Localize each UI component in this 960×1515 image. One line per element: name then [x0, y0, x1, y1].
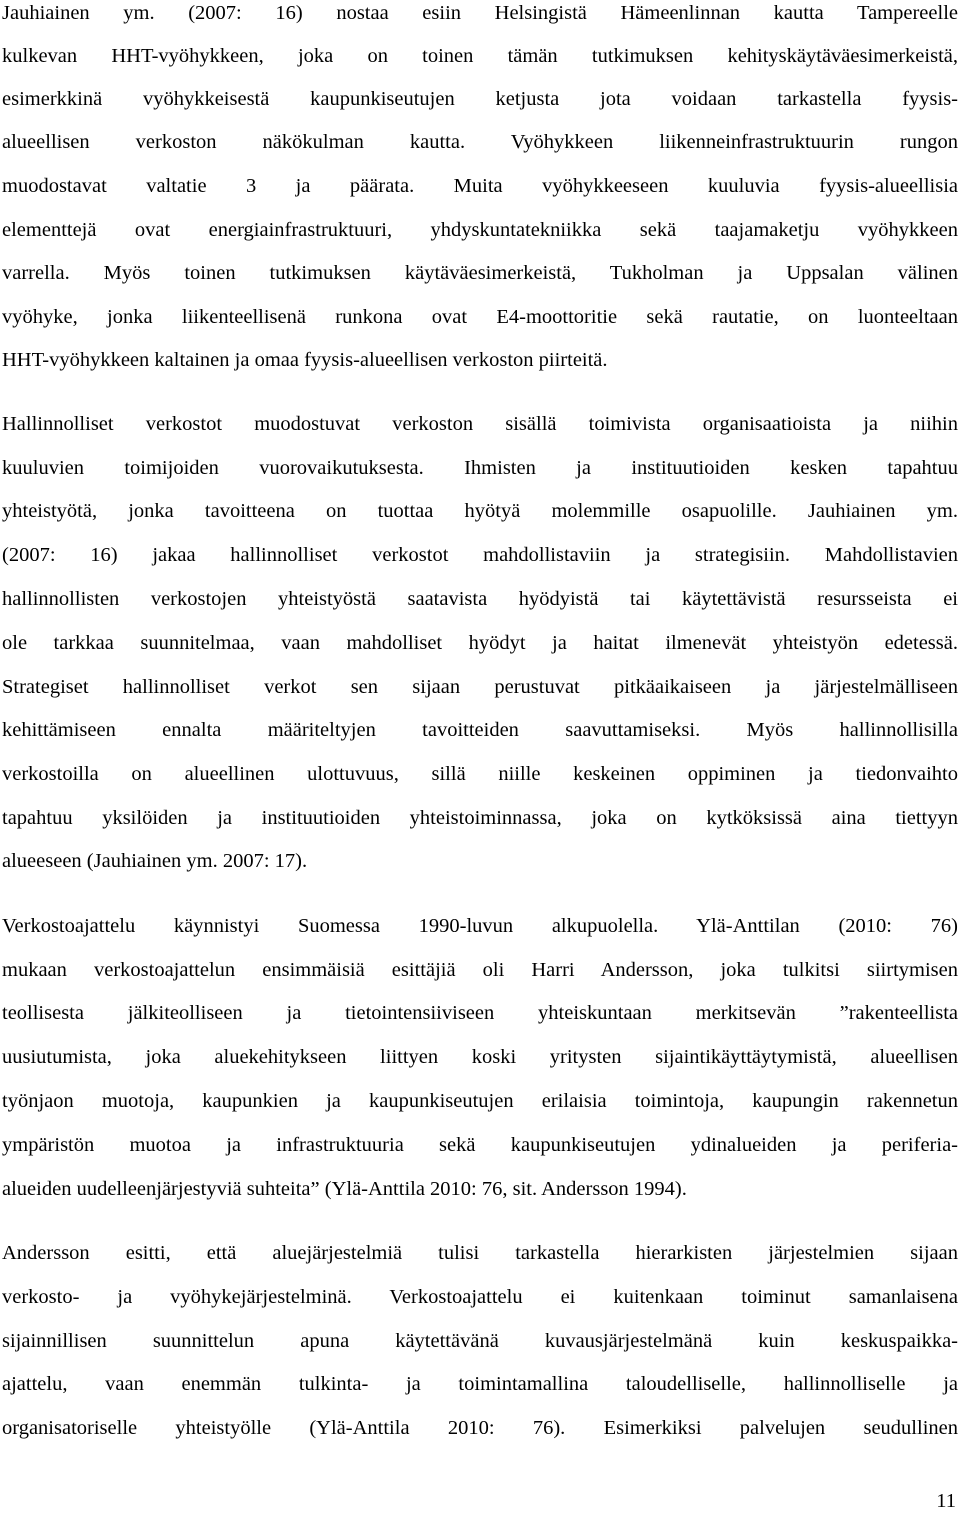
text-line: verkostoilla on alueellinen ulottuvuus, sillä niille keskeinen oppiminen ja tiedonvaihto	[2, 763, 958, 785]
text-line: verkosto- ja vyöhykejärjestelminä. Verkostoajattelu ei kuitenkaan toiminut samanlaisena	[2, 1286, 958, 1308]
text-line: (2007: 16) jakaa hallinnolliset verkostot mahdollistaviin ja strategisiin. Mahdollistavien	[2, 544, 958, 566]
page-number: 11	[936, 1490, 956, 1512]
text-line: varrella. Myös toinen tutkimuksen käytäväesimerkeistä, Tukholman ja Uppsalan välinen	[2, 262, 958, 284]
text-line: ympäristön muotoa ja infrastruktuuria sekä kaupunkiseutujen ydinalueiden ja periferia-	[2, 1134, 958, 1156]
text-line: alueiden uudelleenjärjestyviä suhteita” (Ylä-Anttila 2010: 76, sit. Andersson 1994).	[2, 1178, 687, 1200]
text-line: alueeseen (Jauhiainen ym. 2007: 17).	[2, 850, 308, 872]
text-line: alueellisen verkoston näkökulman kautta. Vyöhykkeen liikenneinfrastruktuurin rungon	[2, 131, 958, 153]
text-line: sijainnillisen suunnittelun apuna käytettävänä kuvausjärjestelmänä kuin keskuspaikka-	[2, 1330, 958, 1352]
text-line: elementtejä ovat energiainfrastruktuuri, yhdyskuntatekniikka sekä taajamaketju vyöhykkeen	[2, 219, 958, 241]
text-line: ajattelu, vaan enemmän tulkinta- ja toimintamallina taloudelliselle, hallinnolliselle ja	[2, 1373, 958, 1395]
text-line: hallinnollisten verkostojen yhteistyöstä saatavista hyödyistä tai käytettävistä resursseista ei	[2, 588, 958, 610]
text-line: esimerkkinä vyöhykkeisestä kaupunkiseutujen ketjusta jota voidaan tarkastella fyysis-	[2, 88, 958, 110]
text-line: organisatoriselle yhteistyölle (Ylä-Anttila 2010: 76). Esimerkiksi palvelujen seudullinen	[2, 1417, 958, 1439]
text-line: mukaan verkostoajattelun ensimmäisiä esittäjiä oli Harri Andersson, joka tulkitsi siirtymisen	[2, 959, 958, 981]
text-line: teollisesta jälkiteolliseen ja tietointensiiviseen yhteiskuntaan merkitsevän ”rakenteellista	[2, 1002, 958, 1024]
text-line: muodostavat valtatie 3 ja päärata. Muita vyöhykkeeseen kuuluvia fyysis-alueellisia	[2, 175, 958, 197]
text-line: HHT-vyöhykkeen kaltainen ja omaa fyysis-alueellisen verkoston piirteitä.	[2, 349, 608, 371]
text-line: kulkevan HHT-vyöhykkeen, joka on toinen tämän tutkimuksen kehityskäytäväesimerkeistä,	[2, 45, 958, 67]
text-line: ole tarkkaa suunnitelmaa, vaan mahdolliset hyödyt ja haitat ilmenevät yhteistyön edetessä.	[2, 632, 958, 654]
text-line: yhteistyötä, jonka tavoitteena on tuottaa hyötyä molemmille osapuolille. Jauhiainen ym.	[2, 500, 958, 522]
text-line: vyöhyke, jonka liikenteellisenä runkona ovat E4-moottoritie sekä rautatie, on luonteeltaan	[2, 306, 958, 328]
text-line: Andersson esitti, että aluejärjestelmiä tulisi tarkastella hierarkisten järjestelmien sijaan	[2, 1242, 958, 1264]
text-line: työnjaon muotoja, kaupunkien ja kaupunkiseutujen erilaisia toimintoja, kaupungin rakennetun	[2, 1090, 958, 1112]
text-line: kuuluvien toimijoiden vuorovaikutuksesta. Ihmisten ja instituutioiden kesken tapahtuu	[2, 457, 958, 479]
text-line: Verkostoajattelu käynnistyi Suomessa 1990-luvun alkupuolella. Ylä-Anttilan (2010: 76)	[2, 915, 958, 937]
text-line: tapahtuu yksilöiden ja instituutioiden yhteistoiminnassa, joka on kytköksissä aina tiettyyn	[2, 807, 958, 829]
text-line: Strategiset hallinnolliset verkot sen sijaan perustuvat pitkäaikaiseen ja järjestelmälliseen	[2, 676, 958, 698]
text-line: Jauhiainen ym. (2007: 16) nostaa esiin Helsingistä Hämeenlinnan kautta Tampereelle	[2, 2, 958, 24]
text-line: kehittämiseen ennalta määriteltyjen tavoitteiden saavuttamiseksi. Myös hallinnollisilla	[2, 719, 958, 741]
text-line: Hallinnolliset verkostot muodostuvat verkoston sisällä toimivista organisaatioista ja niihin	[2, 413, 958, 435]
text-line: uusiutumista, joka aluekehitykseen liittyen koski yritysten sijaintikäyttäytymistä, alueellisen	[2, 1046, 958, 1068]
